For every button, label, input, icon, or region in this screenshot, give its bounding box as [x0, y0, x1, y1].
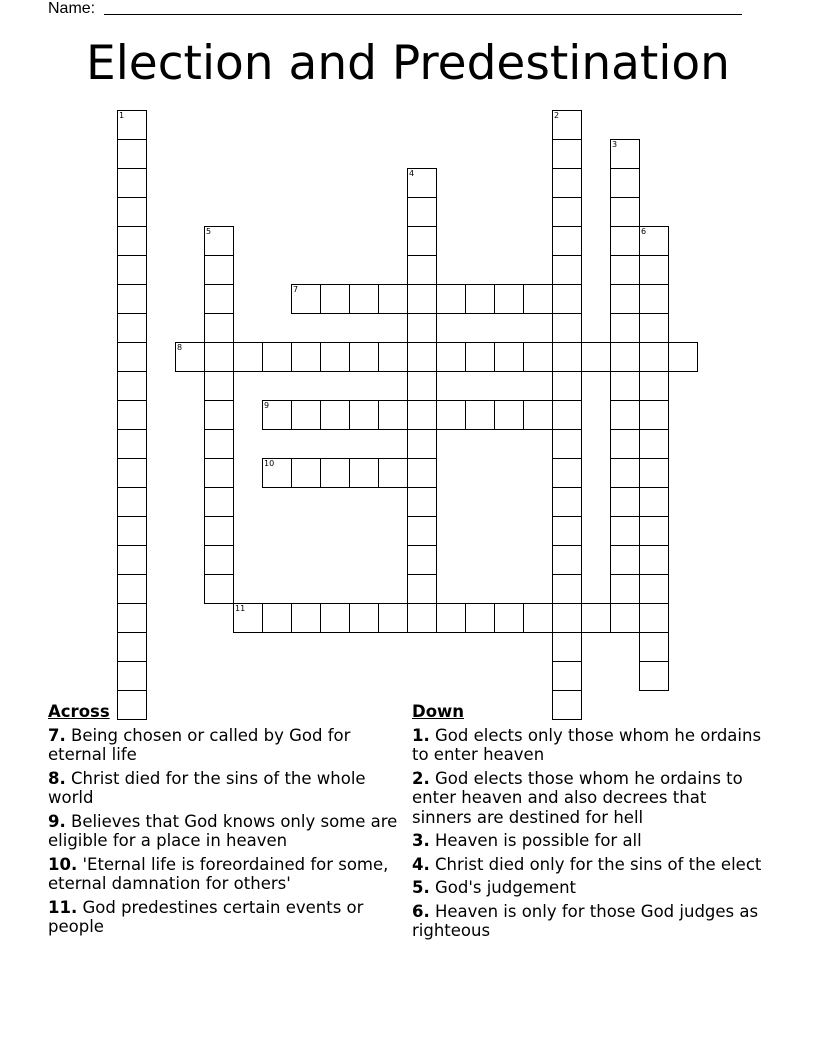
grid-cell[interactable] [552, 661, 582, 691]
grid-cell[interactable] [610, 429, 640, 459]
grid-cell[interactable] [204, 545, 234, 575]
grid-cell[interactable] [407, 284, 437, 314]
grid-cell[interactable] [117, 313, 147, 343]
grid-cell[interactable] [639, 661, 669, 691]
grid-cell[interactable] [610, 226, 640, 256]
grid-cell[interactable] [378, 284, 408, 314]
grid-cell[interactable] [349, 458, 379, 488]
grid-cell[interactable] [117, 487, 147, 517]
grid-cell[interactable] [291, 458, 321, 488]
cell-number: 9 [264, 401, 270, 410]
across-clue-7 [48, 726, 398, 765]
grid-cell[interactable] [407, 545, 437, 575]
grid-cell[interactable] [639, 371, 669, 401]
grid-cell[interactable] [552, 313, 582, 343]
grid-cell[interactable] [494, 284, 524, 314]
grid-cell[interactable] [610, 342, 640, 372]
grid-cell[interactable] [610, 197, 640, 227]
down-heading: Down [412, 702, 465, 721]
grid-cell[interactable] [407, 487, 437, 517]
grid-cell[interactable] [552, 371, 582, 401]
grid-cell[interactable] [610, 255, 640, 285]
grid-cell[interactable] [117, 429, 147, 459]
clue-number: 9. [48, 811, 66, 831]
grid-cell[interactable] [117, 168, 147, 198]
grid-cell[interactable] [610, 487, 640, 517]
grid-cell[interactable] [117, 574, 147, 604]
cell-number: 6 [641, 227, 647, 236]
grid-cell[interactable] [407, 371, 437, 401]
grid-cell[interactable] [204, 458, 234, 488]
grid-cell[interactable] [262, 342, 292, 372]
grid-cell[interactable] [552, 139, 582, 169]
clue-text: Christ died only for the sins of the elect [429, 854, 762, 874]
clue-text: Believes that God knows only some are eligible for a place in heaven [48, 811, 398, 850]
grid-cell[interactable] [552, 197, 582, 227]
grid-cell[interactable] [291, 603, 321, 633]
grid-cell[interactable] [204, 487, 234, 517]
clue-text: God elects those whom he ordains to enter heaven and also decrees that sinners are destined for hell [412, 768, 743, 827]
across-clue-8 [48, 769, 398, 808]
clue-text: 'Eternal life is foreordained for some, eternal damnation for others' [48, 854, 389, 893]
clue-number: 7. [48, 725, 66, 745]
grid-cell[interactable] [117, 545, 147, 575]
grid-cell[interactable] [291, 400, 321, 430]
grid-cell[interactable] [117, 197, 147, 227]
clue-number: 10. [48, 854, 78, 874]
grid-cell[interactable] [117, 661, 147, 691]
grid-cell[interactable] [552, 574, 582, 604]
cell-number: 10 [264, 459, 275, 468]
cell-number: 1 [119, 111, 125, 120]
grid-cell[interactable] [610, 371, 640, 401]
across-clue-9 [48, 812, 398, 851]
grid-cell[interactable] [291, 342, 321, 372]
grid-cell[interactable] [204, 400, 234, 430]
grid-cell[interactable] [639, 487, 669, 517]
grid-cell[interactable] [552, 516, 582, 546]
grid-cell[interactable] [494, 342, 524, 372]
grid-cell[interactable] [407, 429, 437, 459]
grid-cell[interactable] [639, 574, 669, 604]
across-clue-11 [48, 898, 398, 937]
grid-cell[interactable] [523, 603, 553, 633]
down-clue-5 [412, 878, 762, 898]
grid-cell[interactable] [436, 603, 466, 633]
grid-cell[interactable] [117, 603, 147, 633]
clue-text: God's judgement [429, 878, 577, 897]
grid-cell[interactable] [639, 313, 669, 343]
grid-cell[interactable] [552, 545, 582, 575]
grid-cell[interactable] [117, 139, 147, 169]
grid-cell[interactable] [523, 400, 553, 430]
cell-number: 8 [177, 343, 183, 352]
grid-cell[interactable] [262, 458, 292, 488]
grid-cell[interactable] [552, 342, 582, 372]
clue-number: 11. [48, 897, 78, 917]
grid-cell[interactable] [610, 603, 640, 633]
grid-cell[interactable] [407, 574, 437, 604]
grid-cell[interactable] [552, 110, 582, 140]
grid-cell[interactable] [639, 284, 669, 314]
across-clues [48, 702, 398, 941]
grid-cell[interactable] [117, 400, 147, 430]
grid-cell[interactable] [407, 255, 437, 285]
grid-cell[interactable] [465, 342, 495, 372]
grid-cell[interactable] [465, 603, 495, 633]
across-clue-10 [48, 855, 398, 894]
grid-cell[interactable] [610, 139, 640, 169]
down-clue-3 [412, 831, 762, 851]
grid-cell[interactable] [668, 342, 698, 372]
grid-cell[interactable] [639, 255, 669, 285]
grid-cell[interactable] [233, 342, 263, 372]
grid-cell[interactable] [349, 284, 379, 314]
clue-text: Being chosen or called by God for eternal life [48, 725, 351, 764]
grid-cell[interactable] [349, 342, 379, 372]
grid-cell[interactable] [639, 458, 669, 488]
grid-cell[interactable] [552, 226, 582, 256]
grid-cell[interactable] [494, 400, 524, 430]
grid-cell[interactable] [204, 226, 234, 256]
grid-cell[interactable] [552, 458, 582, 488]
grid-cell[interactable] [610, 284, 640, 314]
grid-cell[interactable] [610, 574, 640, 604]
clue-number: 6. [412, 901, 430, 921]
grid-cell[interactable] [378, 458, 408, 488]
grid-cell[interactable] [552, 284, 582, 314]
grid-cell[interactable] [407, 603, 437, 633]
grid-cell[interactable] [465, 284, 495, 314]
grid-cell[interactable] [407, 342, 437, 372]
grid-cell[interactable] [320, 603, 350, 633]
grid-cell[interactable] [436, 342, 466, 372]
grid-cell[interactable] [552, 603, 582, 633]
grid-cell[interactable] [117, 110, 147, 140]
grid-cell[interactable] [117, 226, 147, 256]
down-clue-1 [412, 726, 762, 765]
grid-cell[interactable] [378, 603, 408, 633]
grid-cell[interactable] [378, 400, 408, 430]
grid-cell[interactable] [610, 545, 640, 575]
grid-cell[interactable] [610, 516, 640, 546]
grid-cell[interactable] [407, 226, 437, 256]
grid-cell[interactable] [610, 313, 640, 343]
grid-cell[interactable] [204, 284, 234, 314]
grid-cell[interactable] [349, 603, 379, 633]
grid-cell[interactable] [117, 255, 147, 285]
grid-cell[interactable] [436, 284, 466, 314]
grid-cell[interactable] [407, 458, 437, 488]
down-clue-2 [412, 769, 762, 828]
grid-cell[interactable] [639, 429, 669, 459]
clue-text: God elects only those whom he ordains to enter heaven [412, 725, 762, 764]
grid-cell[interactable] [610, 168, 640, 198]
clue-number: 8. [48, 768, 66, 788]
puzzle-title: Election and Predestination [86, 36, 730, 91]
clue-text: God predestines certain events or people [48, 897, 364, 936]
grid-cell[interactable] [639, 603, 669, 633]
grid-cell[interactable] [639, 342, 669, 372]
grid-cell[interactable] [610, 458, 640, 488]
grid-cell[interactable] [117, 458, 147, 488]
grid-cell[interactable] [639, 516, 669, 546]
grid-cell[interactable] [204, 516, 234, 546]
down-clue-6 [412, 902, 762, 941]
grid-cell[interactable] [407, 400, 437, 430]
grid-cell[interactable] [320, 458, 350, 488]
grid-cell[interactable] [117, 342, 147, 372]
name-label: Name: [48, 0, 96, 17]
grid-cell[interactable] [320, 342, 350, 372]
grid-cell[interactable] [523, 342, 553, 372]
cell-number: 11 [235, 604, 246, 613]
clue-text: Heaven is possible for all [429, 831, 642, 850]
grid-cell[interactable] [407, 197, 437, 227]
cell-number: 2 [554, 111, 560, 120]
down-clues [412, 702, 762, 945]
clue-number: 4. [412, 854, 430, 874]
clue-number: 5. [412, 878, 430, 897]
grid-cell[interactable] [117, 371, 147, 401]
grid-cell[interactable] [436, 400, 466, 430]
grid-cell[interactable] [117, 284, 147, 314]
grid-cell[interactable] [320, 400, 350, 430]
clue-number: 3. [412, 831, 430, 850]
clue-text: Christ died for the sins of the whole world [48, 768, 366, 807]
grid-cell[interactable] [552, 429, 582, 459]
cell-number: 3 [612, 140, 618, 149]
grid-cell[interactable] [639, 226, 669, 256]
clue-number: 1. [412, 725, 430, 745]
grid-cell[interactable] [117, 632, 147, 662]
grid-cell[interactable] [349, 400, 379, 430]
grid-cell[interactable] [204, 574, 234, 604]
grid-cell[interactable] [552, 255, 582, 285]
grid-cell[interactable] [320, 284, 350, 314]
grid-cell[interactable] [581, 342, 611, 372]
cell-number: 5 [206, 227, 212, 236]
grid-cell[interactable] [262, 400, 292, 430]
grid-cell[interactable] [639, 545, 669, 575]
grid-cell[interactable] [407, 313, 437, 343]
clue-number: 2. [412, 768, 430, 788]
grid-cell[interactable] [552, 632, 582, 662]
cell-number: 7 [293, 285, 299, 294]
grid-cell[interactable] [552, 400, 582, 430]
grid-cell[interactable] [117, 516, 147, 546]
grid-cell[interactable] [175, 342, 205, 372]
down-clue-4 [412, 855, 762, 875]
grid-cell[interactable] [494, 603, 524, 633]
grid-cell[interactable] [204, 255, 234, 285]
grid-cell[interactable] [581, 603, 611, 633]
grid-cell[interactable] [262, 603, 292, 633]
grid-cell[interactable] [465, 400, 495, 430]
grid-cell[interactable] [291, 284, 321, 314]
grid-cell[interactable] [639, 400, 669, 430]
grid-cell[interactable] [552, 487, 582, 517]
grid-cell[interactable] [378, 342, 408, 372]
grid-cell[interactable] [552, 168, 582, 198]
grid-cell[interactable] [639, 632, 669, 662]
grid-cell[interactable] [523, 284, 553, 314]
grid-cell[interactable] [204, 342, 234, 372]
clue-text: Heaven is only for those God judges as righteous [412, 901, 759, 940]
grid-cell[interactable] [204, 429, 234, 459]
grid-cell[interactable] [204, 371, 234, 401]
across-heading: Across [48, 702, 110, 721]
grid-cell[interactable] [204, 313, 234, 343]
grid-cell[interactable] [407, 516, 437, 546]
grid-cell[interactable] [233, 603, 263, 633]
grid-cell[interactable] [610, 400, 640, 430]
grid-cell[interactable] [407, 168, 437, 198]
cell-number: 4 [409, 169, 415, 178]
